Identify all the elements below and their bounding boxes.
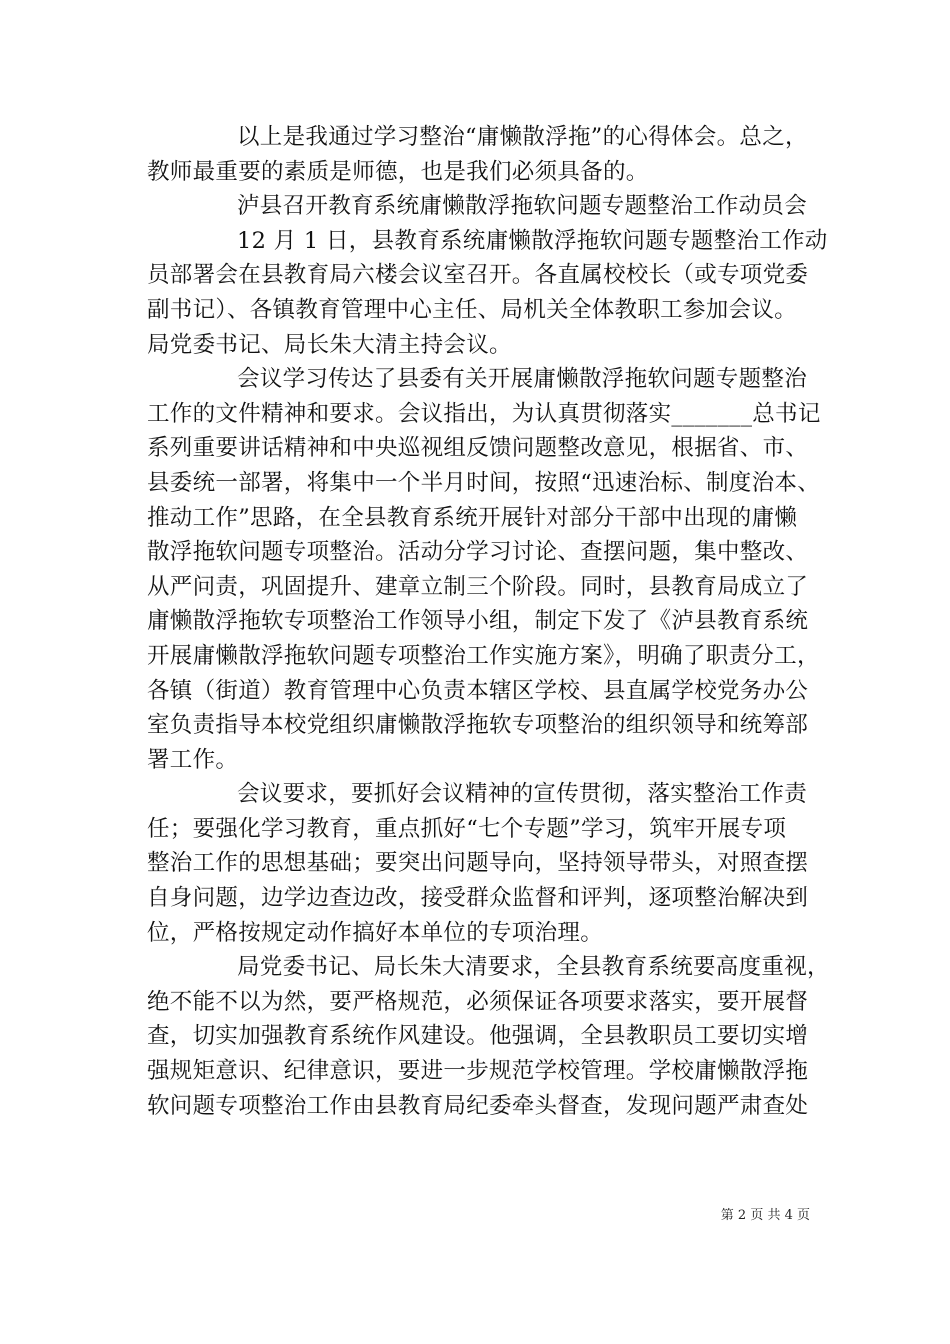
paragraph-line: 各镇（街道）教育管理中心负责本辖区学校、县直属学校党务办公 [147, 677, 809, 704]
paragraph-line: 会议要求，要抓好会议精神的宣传贯彻，落实整治工作责 [237, 781, 808, 808]
paragraph-line: 局党委书记、局长朱大清主持会议。 [147, 331, 512, 358]
document-body [147, 120, 830, 1123]
paragraph-line: 教师最重要的素质是师德，也是我们必须具备的。 [147, 158, 649, 185]
paragraph-line: 散浮拖软问题专项整治。活动分学习讨论、查摆问题，集中整改、 [147, 539, 809, 566]
paragraph-line: 任；要强化学习教育，重点抓好“七个专题”学习，筑牢开展专项 [147, 815, 787, 842]
paragraph-line: 开展庸懒散浮拖软问题专项整治工作实施方案》，明确了职责分工， [147, 642, 820, 669]
paragraph-line: 位，严格按规定动作搞好本单位的专项治理。 [147, 919, 604, 946]
paragraph-line: 县委统一部署，将集中一个半月时间，按照“迅速治标、制度治本、 [147, 469, 821, 496]
paragraph-line: 室负责指导本校党组织庸懒散浮拖软专项整治的组织领导和统筹部 [147, 712, 809, 739]
paragraph-line: 工作的文件精神和要求。会议指出，为认真贯彻落实_______总书记 [147, 400, 821, 427]
paragraph-line: 局党委书记、局长朱大清要求，全县教育系统要高度重视， [237, 954, 830, 981]
paragraph-line: 庸懒散浮拖软专项整治工作领导小组，制定下发了《泸县教育系统 [147, 608, 809, 635]
paragraph-line: 以上是我通过学习整治“庸懒散浮拖”的心得体会。总之， [237, 124, 808, 150]
paragraph-line: 推动工作”思路，在全县教育系统开展针对部分干部中出现的庸懒 [147, 504, 798, 531]
paragraph-line: 整治工作的思想基础；要突出问题导向，坚持领导带头，对照查摆 [147, 850, 809, 877]
paragraph-line: 副书记）、各镇教育管理中心主任、局机关全体教职工参加会议。 [147, 296, 797, 323]
page-number: 第 2 页 共 4 页 [720, 1208, 810, 1223]
paragraph-line: 查，切实加强教育系统作风建设。他强调，全县教职员工要切实增 [147, 1023, 809, 1050]
paragraph-line: 系列重要讲话精神和中央巡视组反馈问题整改意见，根据省、市、 [147, 435, 809, 462]
paragraph-line: 会议学习传达了县委有关开展庸懒散浮拖软问题专题整治 [237, 366, 808, 393]
paragraph-line: 署工作。 [147, 746, 239, 773]
paragraph-line: 绝不能不以为然，要严格规范，必须保证各项要求落实，要开展督 [147, 988, 809, 1015]
paragraph-line: 自身问题，边学边查边改，接受群众监督和评判，逐项整治解决到 [147, 885, 809, 912]
paragraph-line: 12 月 1 日，县教育系统庸懒散浮拖软问题专题整治工作动 [237, 227, 828, 254]
paragraph-line: 强规矩意识、纪律意识，要进一步规范学校管理。学校庸懒散浮拖 [147, 1058, 809, 1085]
section-heading: 泸县召开教育系统庸懒散浮拖软问题专题整治工作动员会 [237, 193, 808, 220]
paragraph-line: 软问题专项整治工作由县教育局纪委牵头督查，发现问题严肃查处 [147, 1092, 809, 1119]
paragraph-line: 员部署会在县教育局六楼会议室召开。各直属校校长（或专项党委 [147, 262, 809, 289]
paragraph-line: 从严问责，巩固提升、建章立制三个阶段。同时，县教育局成立了 [147, 573, 809, 600]
